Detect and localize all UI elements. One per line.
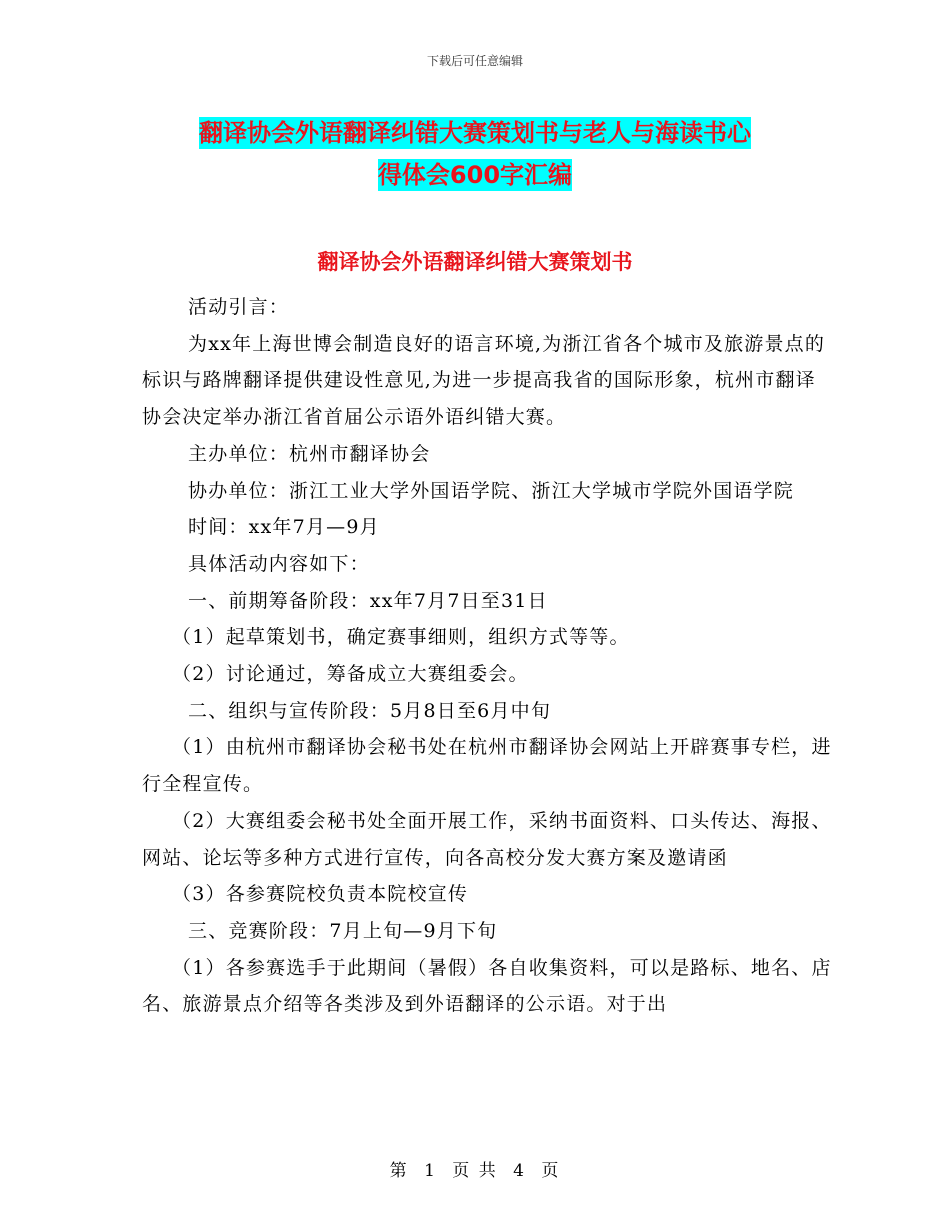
document-title-line1: 翻译协会外语翻译纠错大赛策划书与老人与海读书心: [199, 119, 751, 147]
document-title-line2: 得体会600字汇编: [377, 161, 573, 189]
paragraph-stage-2-item-1: （1）由杭州市翻译协会秘书处在杭州市翻译协会网站上开辟赛事专栏，进行全程宣传。: [142, 736, 832, 796]
header-note: 下载后可任意编辑: [426, 54, 523, 68]
paragraph-stage-2: 二、组织与宣传阶段：5月8日至6月中旬: [188, 699, 552, 722]
footer-prefix: 第: [389, 1161, 409, 1181]
footer-page-number: 1: [424, 1161, 437, 1181]
paragraph-content-label: 具体活动内容如下：: [188, 552, 370, 575]
paragraph-stage-3-item-1: （1）各参赛选手于此期间（暑假）各自收集资料，可以是路标、地名、店名、旅游景点介绍等各类涉及到外语翻译的公示语。对于出: [142, 956, 832, 1016]
footer-total-pages: 4: [513, 1161, 526, 1181]
paragraph-stage-1-item-2: （2）讨论通过，筹备成立大赛组委会。: [172, 663, 529, 686]
paragraph-time: 时间：xx年7月—9月: [188, 516, 380, 539]
paragraph-stage-3: 三、竞赛阶段：7月上旬—9月下旬: [188, 919, 498, 942]
paragraph-intro: 为xx年上海世博会制造良好的语言环境,为浙江省各个城市及旅游景点的标识与路牌翻译提供建设性意见,为进一步提高我省的国际形象，杭州市翻译协会决定举办浙江省首届公示语外语纠错大赛。: [142, 332, 826, 429]
paragraph-host: 主办单位：杭州市翻译协会: [188, 442, 431, 465]
paragraph-intro-label: 活动引言：: [188, 296, 290, 318]
body-text: [142, 289, 832, 1023]
section-title: 翻译协会外语翻译纠错大赛策划书: [317, 250, 633, 274]
paragraph-stage-2-item-3: （3）各参赛院校负责本院校宣传: [172, 883, 469, 906]
page-footer: [0, 1156, 950, 1181]
footer-suffix: 页: [541, 1161, 561, 1181]
paragraph-stage-1: 一、前期筹备阶段：xx年7月7日至31日: [188, 589, 548, 612]
paragraph-stage-2-item-2: （2）大赛组委会秘书处全面开展工作，采纳书面资料、口头传达、海报、网站、论坛等多种方式进行宣传，向各高校分发大赛方案及邀请函: [142, 809, 832, 869]
paragraph-stage-1-item-1: （1）起草策划书，确定赛事细则，组织方式等等。: [172, 626, 630, 649]
document-title: [120, 112, 830, 196]
footer-middle: 页 共: [452, 1161, 498, 1181]
paragraph-cohost: 协办单位：浙江工业大学外国语学院、浙江大学城市学院外国语学院: [188, 479, 795, 502]
